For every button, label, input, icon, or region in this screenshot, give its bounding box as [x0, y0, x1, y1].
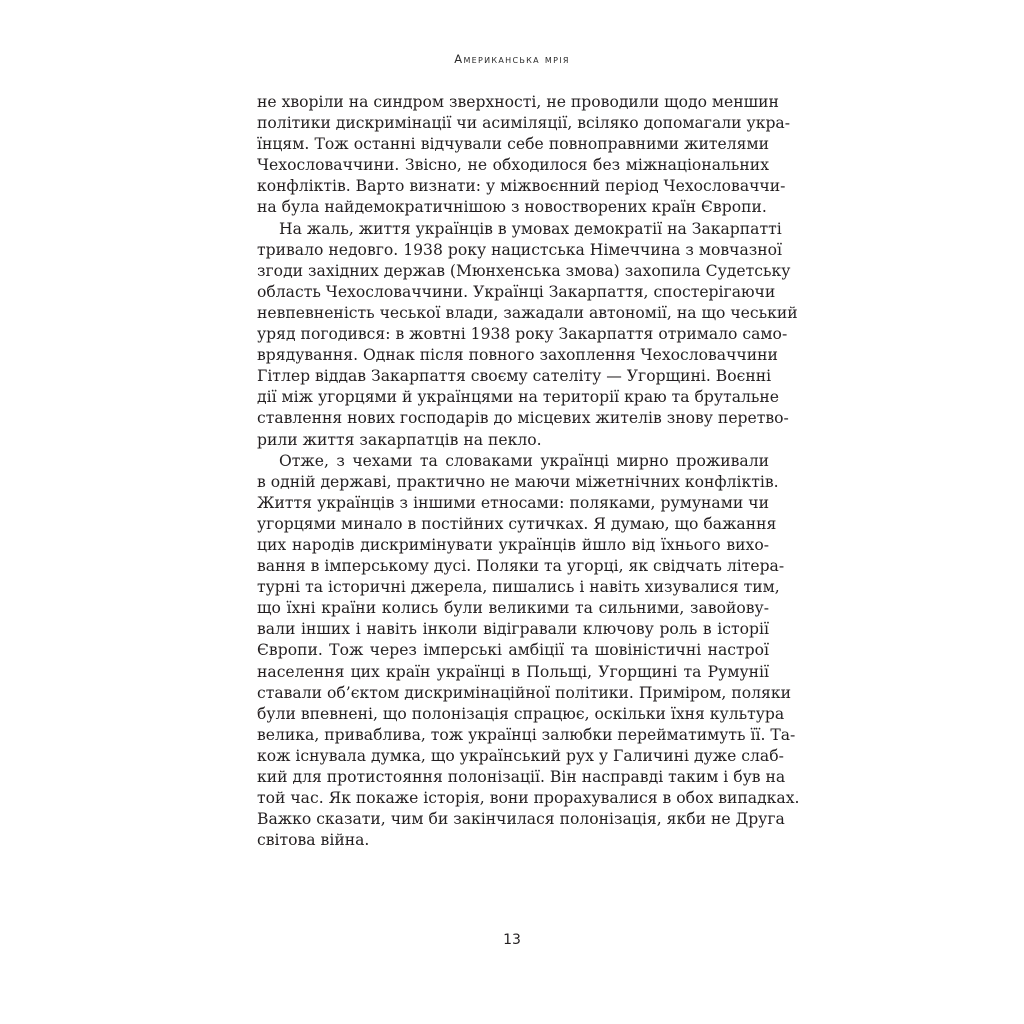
text-line: Важко сказати, чим би закінчилася полонізація, якби не Друга: [257, 810, 785, 829]
text-line: Чехословаччини. Звісно, не обходилося без міжнаціональних: [257, 156, 769, 175]
text-line: політики дискримінації чи асиміляції, всіляко допомагали укра-: [257, 114, 790, 133]
text-line: не хворіли на синдром зверхності, не проводили щодо меншин: [257, 93, 779, 111]
paragraph-3: [257, 451, 800, 852]
text-line: той час. Як покаже історія, вони прорахувалися в обох випадках.: [257, 789, 800, 808]
text-line: згоди західних держав (Мюнхенська змова) захопила Судетську: [257, 261, 791, 280]
text-line: ставлення нових господарів до місцевих жителів знову перетво-: [257, 409, 789, 428]
text-line: велика, приваблива, тож українці залюбки перейматимуть її. Та-: [257, 725, 796, 744]
text-line: кий для протистояння полонізації. Він насправді таким і був на: [257, 768, 786, 786]
running-head: Американська мрія: [454, 52, 570, 66]
text-line: Європи. Тож через імперські амбіції та шовіністичні настрої: [257, 641, 769, 660]
text-line: Життя українців з іншими етносами: поляками, румунами чи: [257, 493, 769, 512]
text-line: що їхні країни колись були великими та сильними, завойову-: [257, 599, 769, 618]
text-line: на була найдемократичнішою з новостворених країн Європи.: [257, 198, 767, 217]
text-line: населення цих країн українці в Польщі, Угорщині та Румунії: [257, 662, 769, 681]
text-line: уряд погодився: в жовтні 1938 року Закарпаття отримало само-: [257, 325, 788, 344]
text-line: конфліктів. Варто визнати: у міжвоєнний період Чехословаччи-: [257, 177, 786, 196]
text-line: ставали об’єктом дискримінаційної політики. Приміром, поляки: [257, 683, 792, 702]
text-line: турні та історичні джерела, пишались і навіть хизувалися тим,: [257, 578, 780, 597]
text-line: кож існувала думка, що український рух у Галичині дуже слаб-: [257, 746, 784, 765]
text-line: вання в імперському дусі. Поляки та угорці, як свідчать літера-: [257, 557, 785, 576]
text-line: Отже, з чехами та словаками українці мирно проживали: [279, 451, 769, 470]
text-line: На жаль, життя українців в умовах демократії на Закарпатті: [279, 219, 782, 238]
text-line: вали інших і навіть інколи відігравали ключову роль в історії: [257, 620, 769, 639]
text-line: в одній державі, практично не маючи міжетнічних конфліктів.: [257, 472, 779, 491]
text-line: дії між угорцями й українцями на території краю та брутальне: [257, 388, 780, 407]
paragraph-1: [257, 92, 790, 219]
text-line: невпевненість чеської влади, зажадали автономії, на що чеський: [257, 303, 798, 322]
text-line: світова війна.: [257, 831, 370, 850]
text-line: рили життя закарпатців на пекло.: [257, 430, 542, 449]
text-line: їнцям. Тож останні відчували себе повноправними жителями: [257, 135, 769, 154]
paragraph-2: [257, 219, 798, 451]
page-number: 13: [503, 932, 521, 948]
text-line: тривало недовго. 1938 року нацистська Німеччина з мовчазної: [257, 240, 783, 259]
text-line: були впевнені, що полонізація спрацює, оскільки їхня культура: [257, 704, 785, 723]
text-line: врядування. Однак після повного захоплення Чехословаччини: [257, 346, 778, 365]
text-line: угорцями минало в постійних сутичках. Я думаю, що бажання: [257, 514, 777, 533]
text-line: область Чехословаччини. Українці Закарпаття, спостерігаючи: [257, 282, 776, 301]
text-line: цих народів дискримінувати українців йшло від їхнього вихо-: [257, 535, 769, 554]
body-text: [257, 92, 800, 851]
text-line: Гітлер віддав Закарпаття своєму сателіту — Угорщині. Воєнні: [257, 367, 772, 386]
